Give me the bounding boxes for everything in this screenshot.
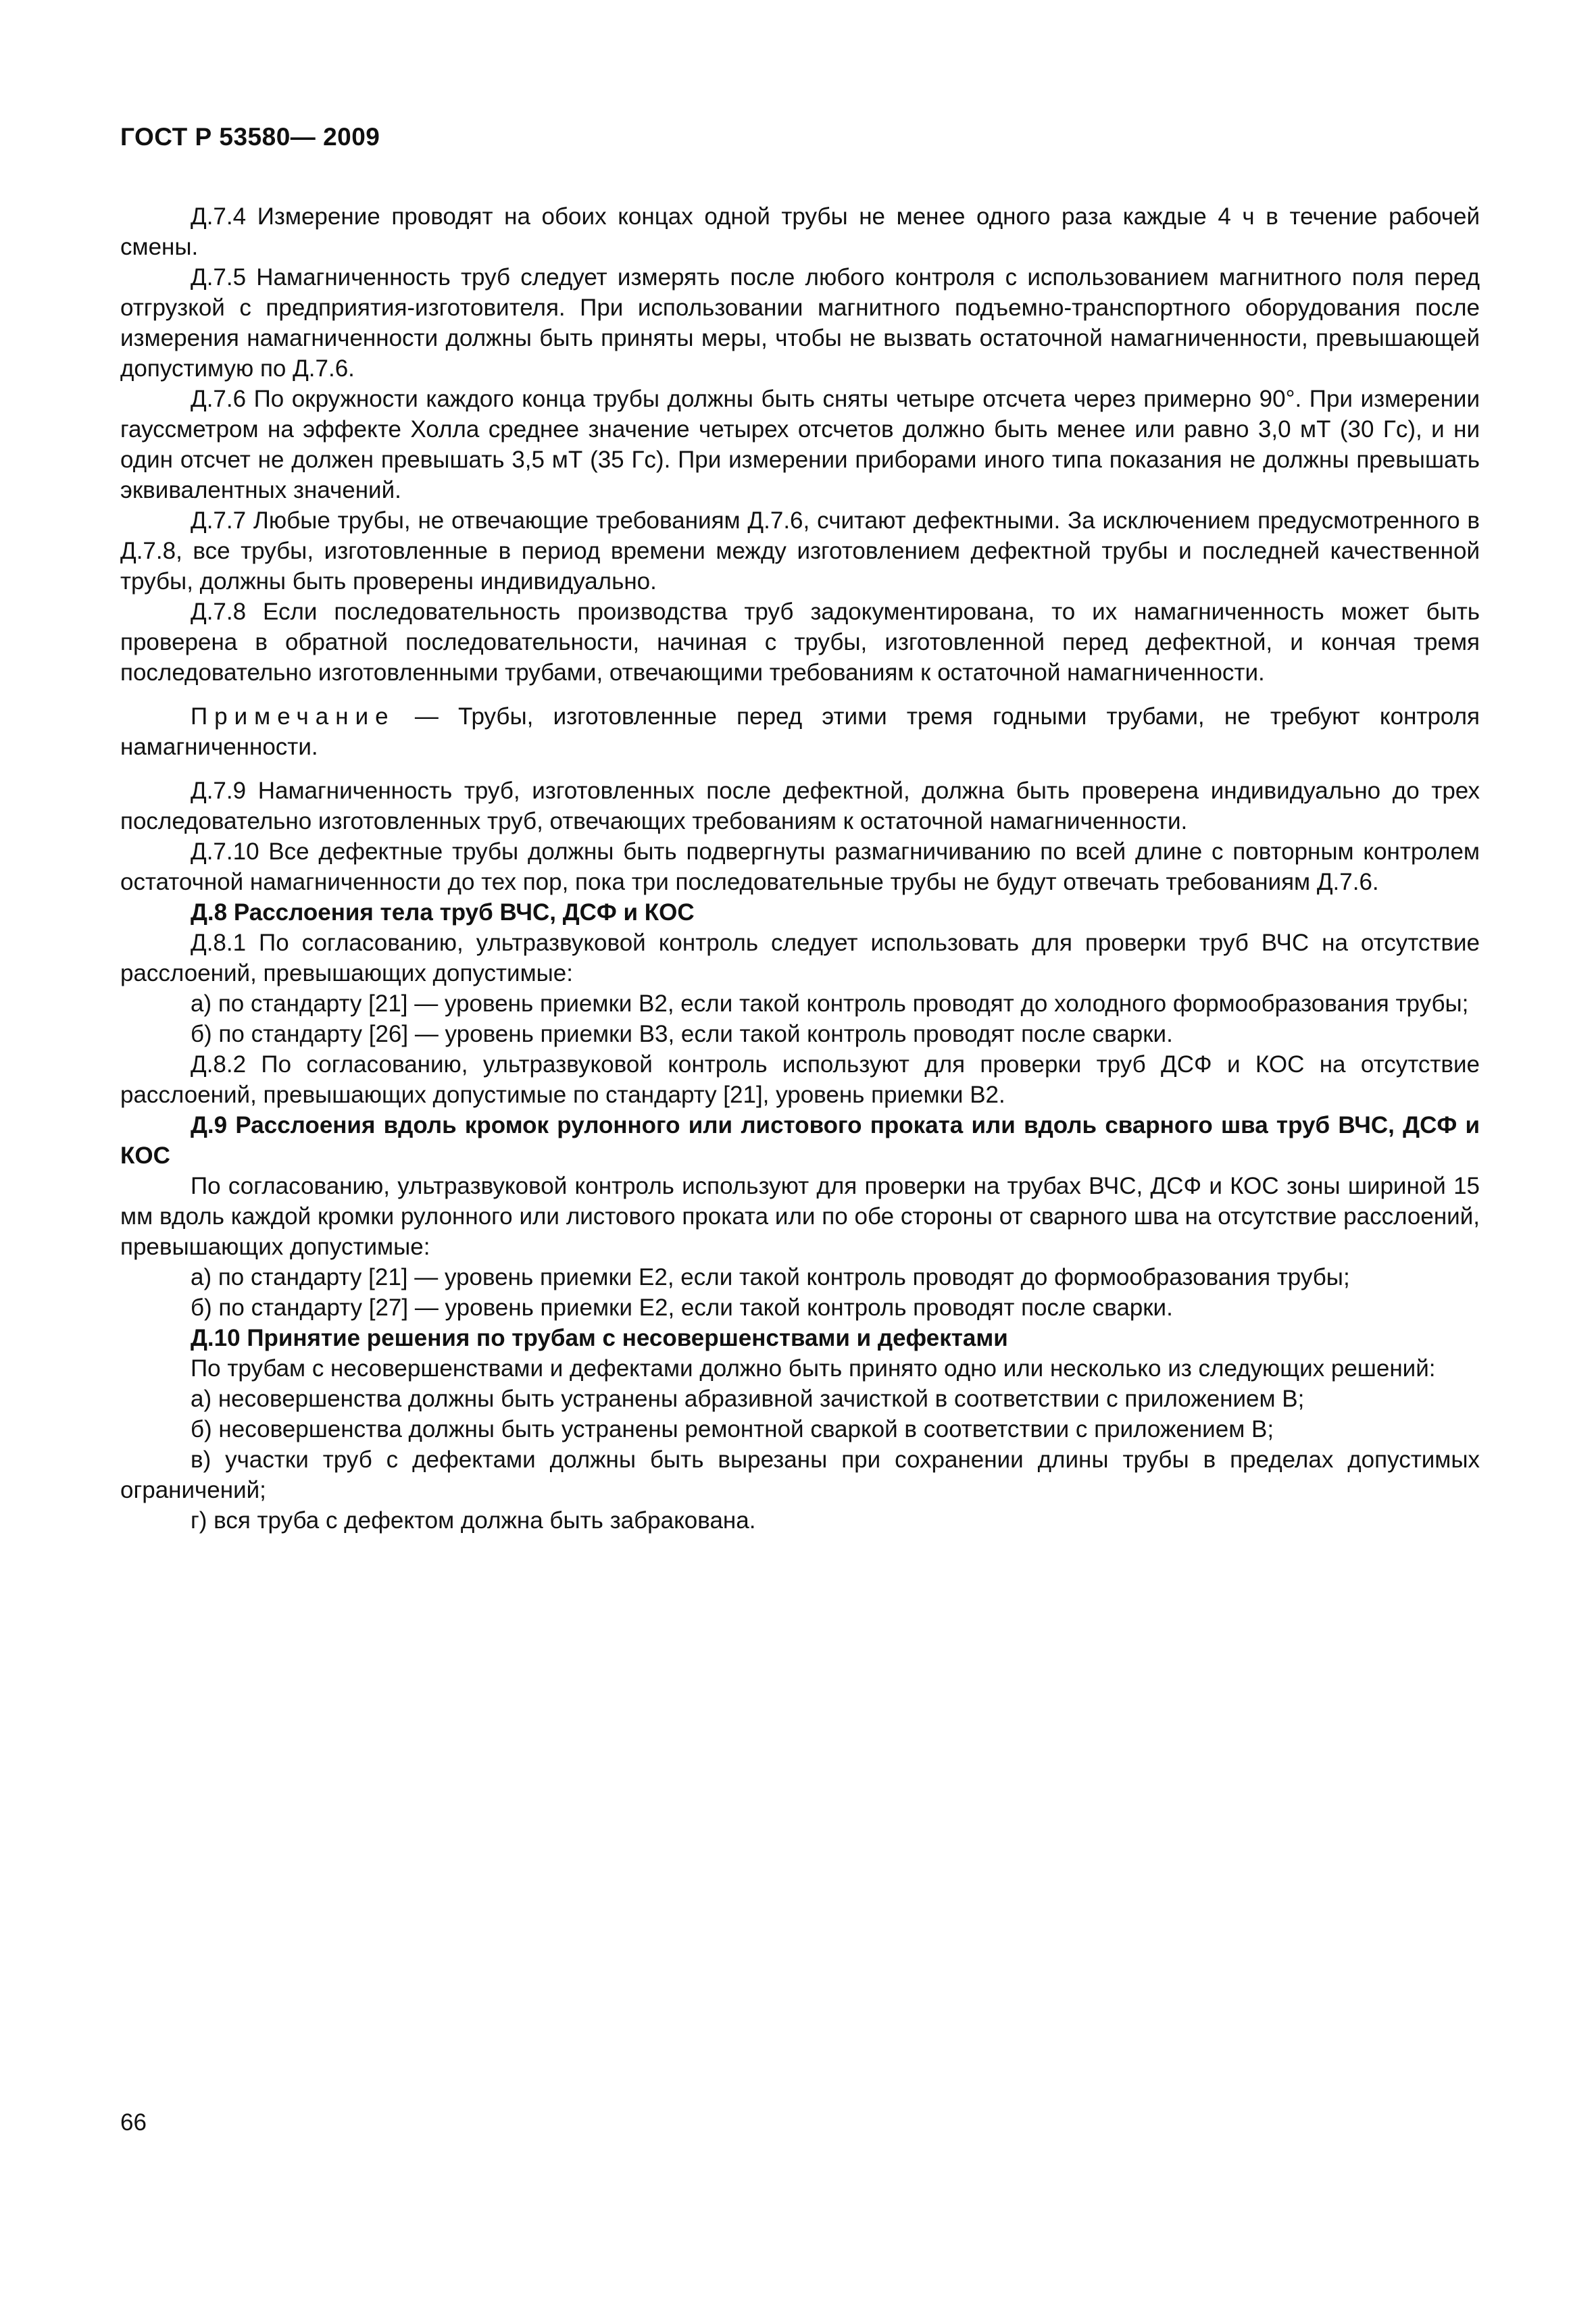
note-label: Примечание <box>191 703 395 730</box>
list-item-a-d-8: а) по стандарту [21] — уровень приемки В2, если такой контроль проводят до холодного формообразования трубы; <box>191 990 1469 1017</box>
paragraph-d-7-5: Д.7.5 Намагниченность труб следует измерять после любого контроля с использованием магнитного поля перед отгрузкой с предприятия-изготовителя. При использовании магнитного подъемно-транспортного оборудования после измерения намагниченности должны быть приняты меры, чтобы не вызвать остаточной намагниченности, превышающей допустимую по Д.7.6. <box>120 264 1480 382</box>
section-heading-d-10: Д.10 Принятие решения по трубам с несовершенствами и дефектами <box>191 1325 1008 1351</box>
list-item-b-d-10: б) несовершенства должны быть устранены ремонтной сваркой в соответствии с приложением В; <box>191 1416 1274 1442</box>
paragraph-d-7-8: Д.7.8 Если последовательность производства труб задокументирована, то их намагниченность может быть проверена в обратной последовательности, начиная с трубы, изготовленной перед дефектной, и кончая тремя последовательно изготовленными трубами, отвечающими требованиям к остаточной намагниченности. <box>120 599 1480 686</box>
list-item-c-d-10: в) участки труб с дефектами должны быть вырезаны при сохранении длины трубы в пределах допустимых ограничений; <box>120 1447 1480 1503</box>
paragraph-d-7-9: Д.7.9 Намагниченность труб, изготовленных после дефектной, должна быть проверена индивидуально до трех последовательно изготовленных труб, отвечающих требованиям к остаточной намагниченности. <box>120 778 1480 834</box>
list-item-d-d-10: г) вся труба с дефектом должна быть забракована. <box>191 1507 756 1534</box>
paragraph-d-8-1: Д.8.1 По согласованию, ультразвуковой контроль следует использовать для проверки труб ВЧС на отсутствие расслоений, превышающих допустимые: <box>120 930 1480 986</box>
paragraph-d-7-10: Д.7.10 Все дефектные трубы должны быть подвергнуты размагничиванию по всей длине с повторным контролем остаточной намагниченности до тех пор, пока три последовательные трубы не будут отвечать требованиям Д.7.6. <box>120 838 1480 895</box>
paragraph-d-10: По трубам с несовершенствами и дефектами должно быть принято одно или несколько из следующих решений: <box>191 1355 1436 1382</box>
note-paragraph <box>120 701 1480 762</box>
list-item-b-d-9: б) по стандарту [27] — уровень приемки Е2, если такой контроль проводят после сварки. <box>191 1294 1173 1321</box>
list-item-a-d-9: а) по стандарту [21] — уровень приемки Е2, если такой контроль проводят до формообразования трубы; <box>191 1264 1350 1290</box>
section-heading-d-8: Д.8 Расслоения тела труб ВЧС, ДСФ и КОС <box>191 899 695 926</box>
paragraph-d-7-6: Д.7.6 По окружности каждого конца трубы должны быть сняты четыре отсчета через примерно 90°. При измерении гауссметром на эффекте Холла среднее значение четырех отсчетов должно быть менее или равно 3,0 мТ (30 Гс), и ни один отсчет не должен превышать 3,5 мТ (35 Гс). При измерении приборами иного типа показания не должны превышать эквивалентных значений. <box>120 386 1480 503</box>
paragraph-d-9: По согласованию, ультразвуковой контроль используют для проверки на трубах ВЧС, ДСФ и КОС зоны шириной 15 мм вдоль каждой кромки рулонного или листового проката или по обе стороны от сварного шва на отсутствие расслоений, превышающих допустимые: <box>120 1173 1480 1260</box>
document-body <box>120 201 1480 1536</box>
section-heading-d-9: Д.9 Расслоения вдоль кромок рулонного или листового проката или вдоль сварного шва труб ВЧС, ДСФ и КОС <box>120 1112 1480 1169</box>
note-text: — Трубы, изготовленные перед этими тремя годными трубами, не требуют контроля намагниченности. <box>120 703 1480 760</box>
paragraph-d-7-7: Д.7.7 Любые трубы, не отвечающие требованиям Д.7.6, считают дефектными. За исключением предусмотренного в Д.7.8, все трубы, изготовленные в период времени между изготовлением дефектной трубы и последней качественной трубы, должны быть проверены индивидуально. <box>120 507 1480 595</box>
paragraph-d-8-2: Д.8.2 По согласованию, ультразвуковой контроль используют для проверки труб ДСФ и КОС на отсутствие расслоений, превышающих допустимые по стандарту [21], уровень приемки В2. <box>120 1051 1480 1108</box>
paragraph-d-7-4: Д.7.4 Измерение проводят на обоих концах одной трубы не менее одного раза каждые 4 ч в течение рабочей смены. <box>120 203 1480 260</box>
page-number: 66 <box>120 2109 147 2136</box>
list-item-b-d-8: б) по стандарту [26] — уровень приемки В3, если такой контроль проводят после сварки. <box>191 1021 1173 1047</box>
list-item-a-d-10: а) несовершенства должны быть устранены абразивной зачисткой в соответствии с приложением В; <box>191 1386 1305 1412</box>
document-header: ГОСТ Р 53580— 2009 <box>120 123 380 151</box>
